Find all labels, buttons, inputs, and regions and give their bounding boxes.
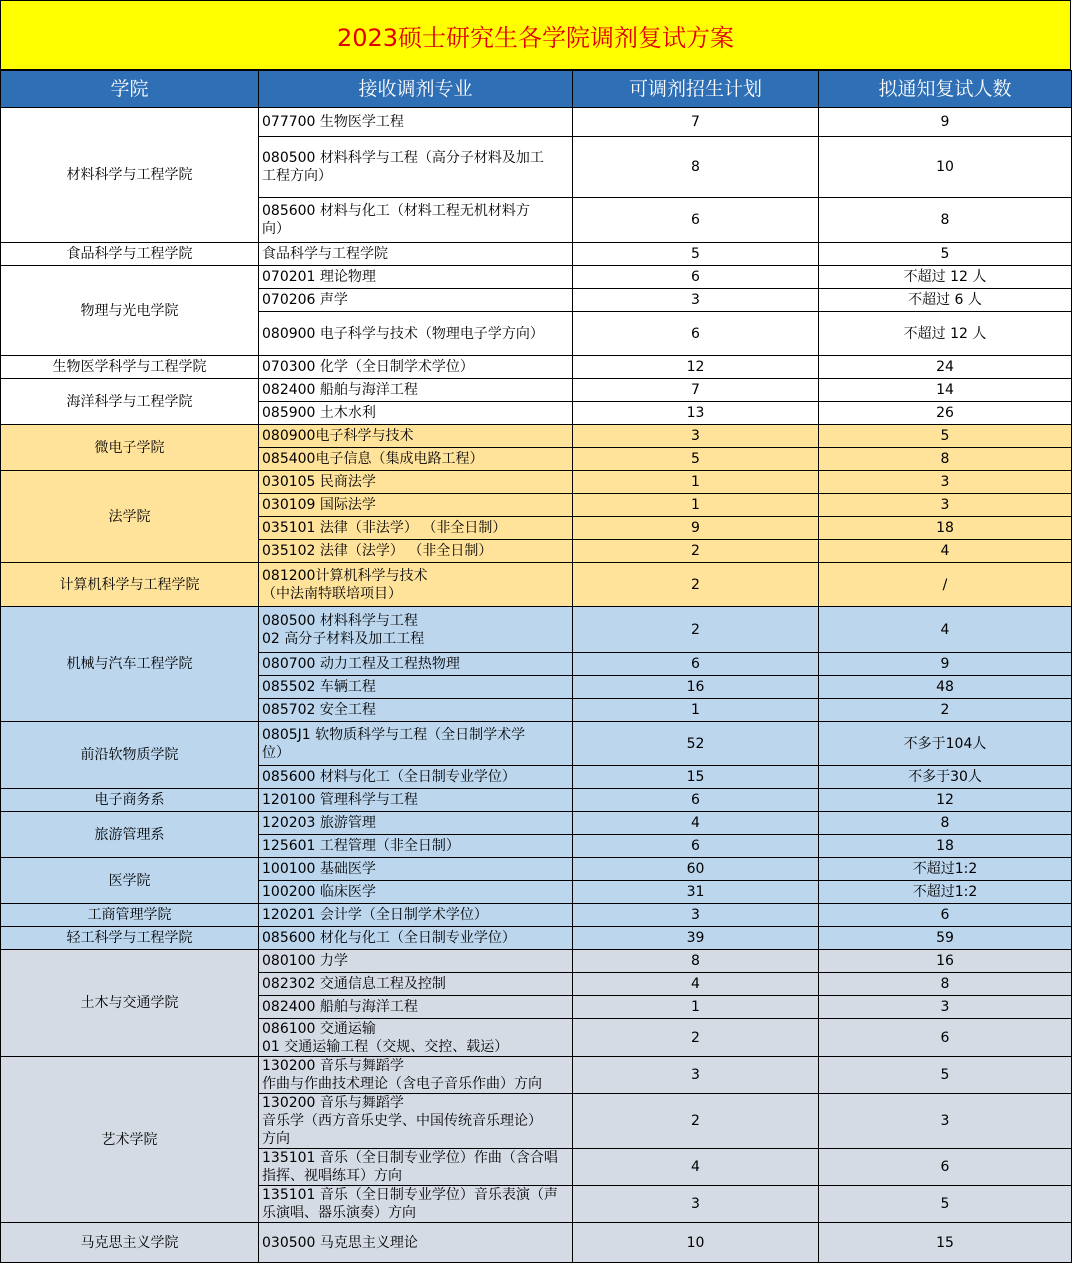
interview-cell: 9 xyxy=(819,108,1072,137)
header-major: 接收调剂专业 xyxy=(259,71,573,108)
interview-cell: 5 xyxy=(819,425,1072,448)
major-cell: 135101 音乐（全日制专业学位）作曲（含合唱 指挥、视唱练耳）方向 xyxy=(259,1149,573,1186)
plan-cell: 6 xyxy=(573,266,819,289)
table-row xyxy=(1,425,1072,448)
major-cell: 080100 力学 xyxy=(259,950,573,973)
header-row xyxy=(1,71,1072,108)
major-cell: 135101 音乐（全日制专业学位）音乐表演（声 乐演唱、器乐演奏）方向 xyxy=(259,1186,573,1223)
interview-cell: 48 xyxy=(819,676,1072,699)
interview-cell: 不超过1:2 xyxy=(819,858,1072,881)
major-cell: 086100 交通运输 01 交通运输工程（交规、交控、载运） xyxy=(259,1019,573,1057)
table-row xyxy=(1,1223,1072,1263)
interview-cell: 59 xyxy=(819,927,1072,950)
plan-cell: 9 xyxy=(573,517,819,540)
plan-cell: 1 xyxy=(573,494,819,517)
plan-cell: 2 xyxy=(573,1094,819,1149)
college-cell: 计算机科学与工程学院 xyxy=(1,563,259,607)
college-cell: 法学院 xyxy=(1,471,259,563)
interview-cell: 5 xyxy=(819,243,1072,266)
college-cell: 土木与交通学院 xyxy=(1,950,259,1057)
table-row xyxy=(1,950,1072,973)
major-cell: 081200计算机科学与技术 （中法南特联培项目） xyxy=(259,563,573,607)
plan-cell: 52 xyxy=(573,722,819,766)
plan-cell: 5 xyxy=(573,243,819,266)
plan-cell: 31 xyxy=(573,881,819,904)
interview-cell: / xyxy=(819,563,1072,607)
interview-cell: 8 xyxy=(819,812,1072,835)
major-cell: 130200 音乐与舞蹈学 作曲与作曲技术理论（含电子音乐作曲）方向 xyxy=(259,1057,573,1094)
table-row xyxy=(1,858,1072,881)
plan-cell: 3 xyxy=(573,425,819,448)
plan-cell: 7 xyxy=(573,108,819,137)
interview-cell: 不超过 12 人 xyxy=(819,312,1072,356)
plan-cell: 2 xyxy=(573,607,819,653)
interview-cell: 5 xyxy=(819,1186,1072,1223)
plan-cell: 3 xyxy=(573,289,819,312)
major-cell: 035101 法律（非法学） （非全日制） xyxy=(259,517,573,540)
major-cell: 130200 音乐与舞蹈学 音乐学（西方音乐史学、中国传统音乐理论） 方向 xyxy=(259,1094,573,1149)
major-cell: 0805J1 软物质科学与工程（全日制学术学 位） xyxy=(259,722,573,766)
major-cell: 035102 法律（法学） （非全日制） xyxy=(259,540,573,563)
college-cell: 轻工科学与工程学院 xyxy=(1,927,259,950)
major-cell: 120201 会计学（全日制学术学位） xyxy=(259,904,573,927)
major-cell: 077700 生物医学工程 xyxy=(259,108,573,137)
major-cell: 082400 船舶与海洋工程 xyxy=(259,996,573,1019)
college-cell: 电子商务系 xyxy=(1,789,259,812)
major-cell: 085400电子信息（集成电路工程） xyxy=(259,448,573,471)
college-cell: 海洋科学与工程学院 xyxy=(1,379,259,425)
interview-cell: 5 xyxy=(819,1057,1072,1094)
major-cell: 080700 动力工程及工程热物理 xyxy=(259,653,573,676)
interview-cell: 3 xyxy=(819,471,1072,494)
plan-cell: 4 xyxy=(573,1149,819,1186)
table-row xyxy=(1,471,1072,494)
college-cell: 材料科学与工程学院 xyxy=(1,108,259,243)
plan-cell: 3 xyxy=(573,904,819,927)
interview-cell: 不超过 12 人 xyxy=(819,266,1072,289)
college-cell: 物理与光电学院 xyxy=(1,266,259,356)
interview-cell: 8 xyxy=(819,448,1072,471)
interview-cell: 8 xyxy=(819,198,1072,243)
interview-cell: 15 xyxy=(819,1223,1072,1263)
major-cell: 080900电子科学与技术 xyxy=(259,425,573,448)
interview-cell: 12 xyxy=(819,789,1072,812)
interview-cell: 不多于104人 xyxy=(819,722,1072,766)
interview-cell: 4 xyxy=(819,540,1072,563)
major-cell: 082302 交通信息工程及控制 xyxy=(259,973,573,996)
college-cell: 生物医学科学与工程学院 xyxy=(1,356,259,379)
plan-cell: 3 xyxy=(573,1057,819,1094)
interview-cell: 16 xyxy=(819,950,1072,973)
interview-cell: 4 xyxy=(819,607,1072,653)
major-cell: 070300 化学（全日制学术学位） xyxy=(259,356,573,379)
major-cell: 125601 工程管理（非全日制） xyxy=(259,835,573,858)
plan-cell: 16 xyxy=(573,676,819,699)
major-cell: 085900 土木水利 xyxy=(259,402,573,425)
major-cell: 085600 材料与化工（全日制专业学位） xyxy=(259,766,573,789)
table-row xyxy=(1,379,1072,402)
table-row xyxy=(1,722,1072,766)
table-row xyxy=(1,266,1072,289)
interview-cell: 6 xyxy=(819,904,1072,927)
major-cell: 080500 材料科学与工程 02 高分子材料及加工工程 xyxy=(259,607,573,653)
plan-cell: 1 xyxy=(573,996,819,1019)
college-cell: 工商管理学院 xyxy=(1,904,259,927)
table-row xyxy=(1,789,1072,812)
major-cell: 100200 临床医学 xyxy=(259,881,573,904)
major-cell: 082400 船舶与海洋工程 xyxy=(259,379,573,402)
interview-cell: 不超过1:2 xyxy=(819,881,1072,904)
header-college: 学院 xyxy=(1,71,259,108)
major-cell: 070201 理论物理 xyxy=(259,266,573,289)
plan-cell: 2 xyxy=(573,563,819,607)
major-cell: 085702 安全工程 xyxy=(259,699,573,722)
table-row xyxy=(1,243,1072,266)
sheet-title: 2023硕士研究生各学院调剂复试方案 xyxy=(0,0,1071,70)
interview-cell: 3 xyxy=(819,996,1072,1019)
plan-cell: 6 xyxy=(573,835,819,858)
table-row xyxy=(1,607,1072,653)
plan-cell: 8 xyxy=(573,950,819,973)
major-cell: 030105 民商法学 xyxy=(259,471,573,494)
major-cell: 085600 材料与化工（材料工程无机材料方 向） xyxy=(259,198,573,243)
plan-cell: 2 xyxy=(573,540,819,563)
table-row xyxy=(1,927,1072,950)
college-cell: 微电子学院 xyxy=(1,425,259,471)
plan-cell: 5 xyxy=(573,448,819,471)
major-cell: 100100 基础医学 xyxy=(259,858,573,881)
major-cell: 070206 声学 xyxy=(259,289,573,312)
plan-cell: 1 xyxy=(573,471,819,494)
interview-cell: 2 xyxy=(819,699,1072,722)
major-cell: 085502 车辆工程 xyxy=(259,676,573,699)
interview-cell: 不多于30人 xyxy=(819,766,1072,789)
table-row xyxy=(1,1057,1072,1094)
major-cell: 120100 管理科学与工程 xyxy=(259,789,573,812)
major-cell: 085600 材化与化工（全日制专业学位） xyxy=(259,927,573,950)
interview-cell: 9 xyxy=(819,653,1072,676)
plan-cell: 1 xyxy=(573,699,819,722)
interview-cell: 26 xyxy=(819,402,1072,425)
college-cell: 艺术学院 xyxy=(1,1057,259,1223)
major-cell: 食品科学与工程学院 xyxy=(259,243,573,266)
plan-cell: 39 xyxy=(573,927,819,950)
major-cell: 080900 电子科学与技术（物理电子学方向） xyxy=(259,312,573,356)
interview-cell: 18 xyxy=(819,517,1072,540)
interview-cell: 3 xyxy=(819,1094,1072,1149)
table-row xyxy=(1,812,1072,835)
interview-cell: 10 xyxy=(819,137,1072,198)
major-cell: 030109 国际法学 xyxy=(259,494,573,517)
interview-cell: 18 xyxy=(819,835,1072,858)
major-cell: 030500 马克思主义理论 xyxy=(259,1223,573,1263)
plan-cell: 13 xyxy=(573,402,819,425)
plan-cell: 3 xyxy=(573,1186,819,1223)
interview-cell: 3 xyxy=(819,494,1072,517)
plan-cell: 10 xyxy=(573,1223,819,1263)
interview-cell: 14 xyxy=(819,379,1072,402)
plan-cell: 60 xyxy=(573,858,819,881)
plan-cell: 6 xyxy=(573,789,819,812)
major-cell: 080500 材料科学与工程（高分子材料及加工 工程方向） xyxy=(259,137,573,198)
college-cell: 前沿软物质学院 xyxy=(1,722,259,789)
plan-cell: 2 xyxy=(573,1019,819,1057)
header-plan: 可调剂招生计划 xyxy=(573,71,819,108)
table-row xyxy=(1,356,1072,379)
college-cell: 机械与汽车工程学院 xyxy=(1,607,259,722)
table-row xyxy=(1,563,1072,607)
table-body xyxy=(1,108,1072,1263)
table-row xyxy=(1,904,1072,927)
interview-cell: 6 xyxy=(819,1149,1072,1186)
plan-cell: 6 xyxy=(573,653,819,676)
interview-cell: 8 xyxy=(819,973,1072,996)
header-interview: 拟通知复试人数 xyxy=(819,71,1072,108)
plan-cell: 7 xyxy=(573,379,819,402)
plan-cell: 6 xyxy=(573,312,819,356)
table-row xyxy=(1,108,1072,137)
plan-cell: 4 xyxy=(573,812,819,835)
plan-cell: 12 xyxy=(573,356,819,379)
major-cell: 120203 旅游管理 xyxy=(259,812,573,835)
adjustment-table xyxy=(0,70,1072,1263)
interview-cell: 不超过 6 人 xyxy=(819,289,1072,312)
plan-cell: 6 xyxy=(573,198,819,243)
plan-cell: 4 xyxy=(573,973,819,996)
plan-cell: 8 xyxy=(573,137,819,198)
college-cell: 食品科学与工程学院 xyxy=(1,243,259,266)
interview-cell: 6 xyxy=(819,1019,1072,1057)
college-cell: 旅游管理系 xyxy=(1,812,259,858)
college-cell: 马克思主义学院 xyxy=(1,1223,259,1263)
plan-cell: 15 xyxy=(573,766,819,789)
interview-cell: 24 xyxy=(819,356,1072,379)
college-cell: 医学院 xyxy=(1,858,259,904)
